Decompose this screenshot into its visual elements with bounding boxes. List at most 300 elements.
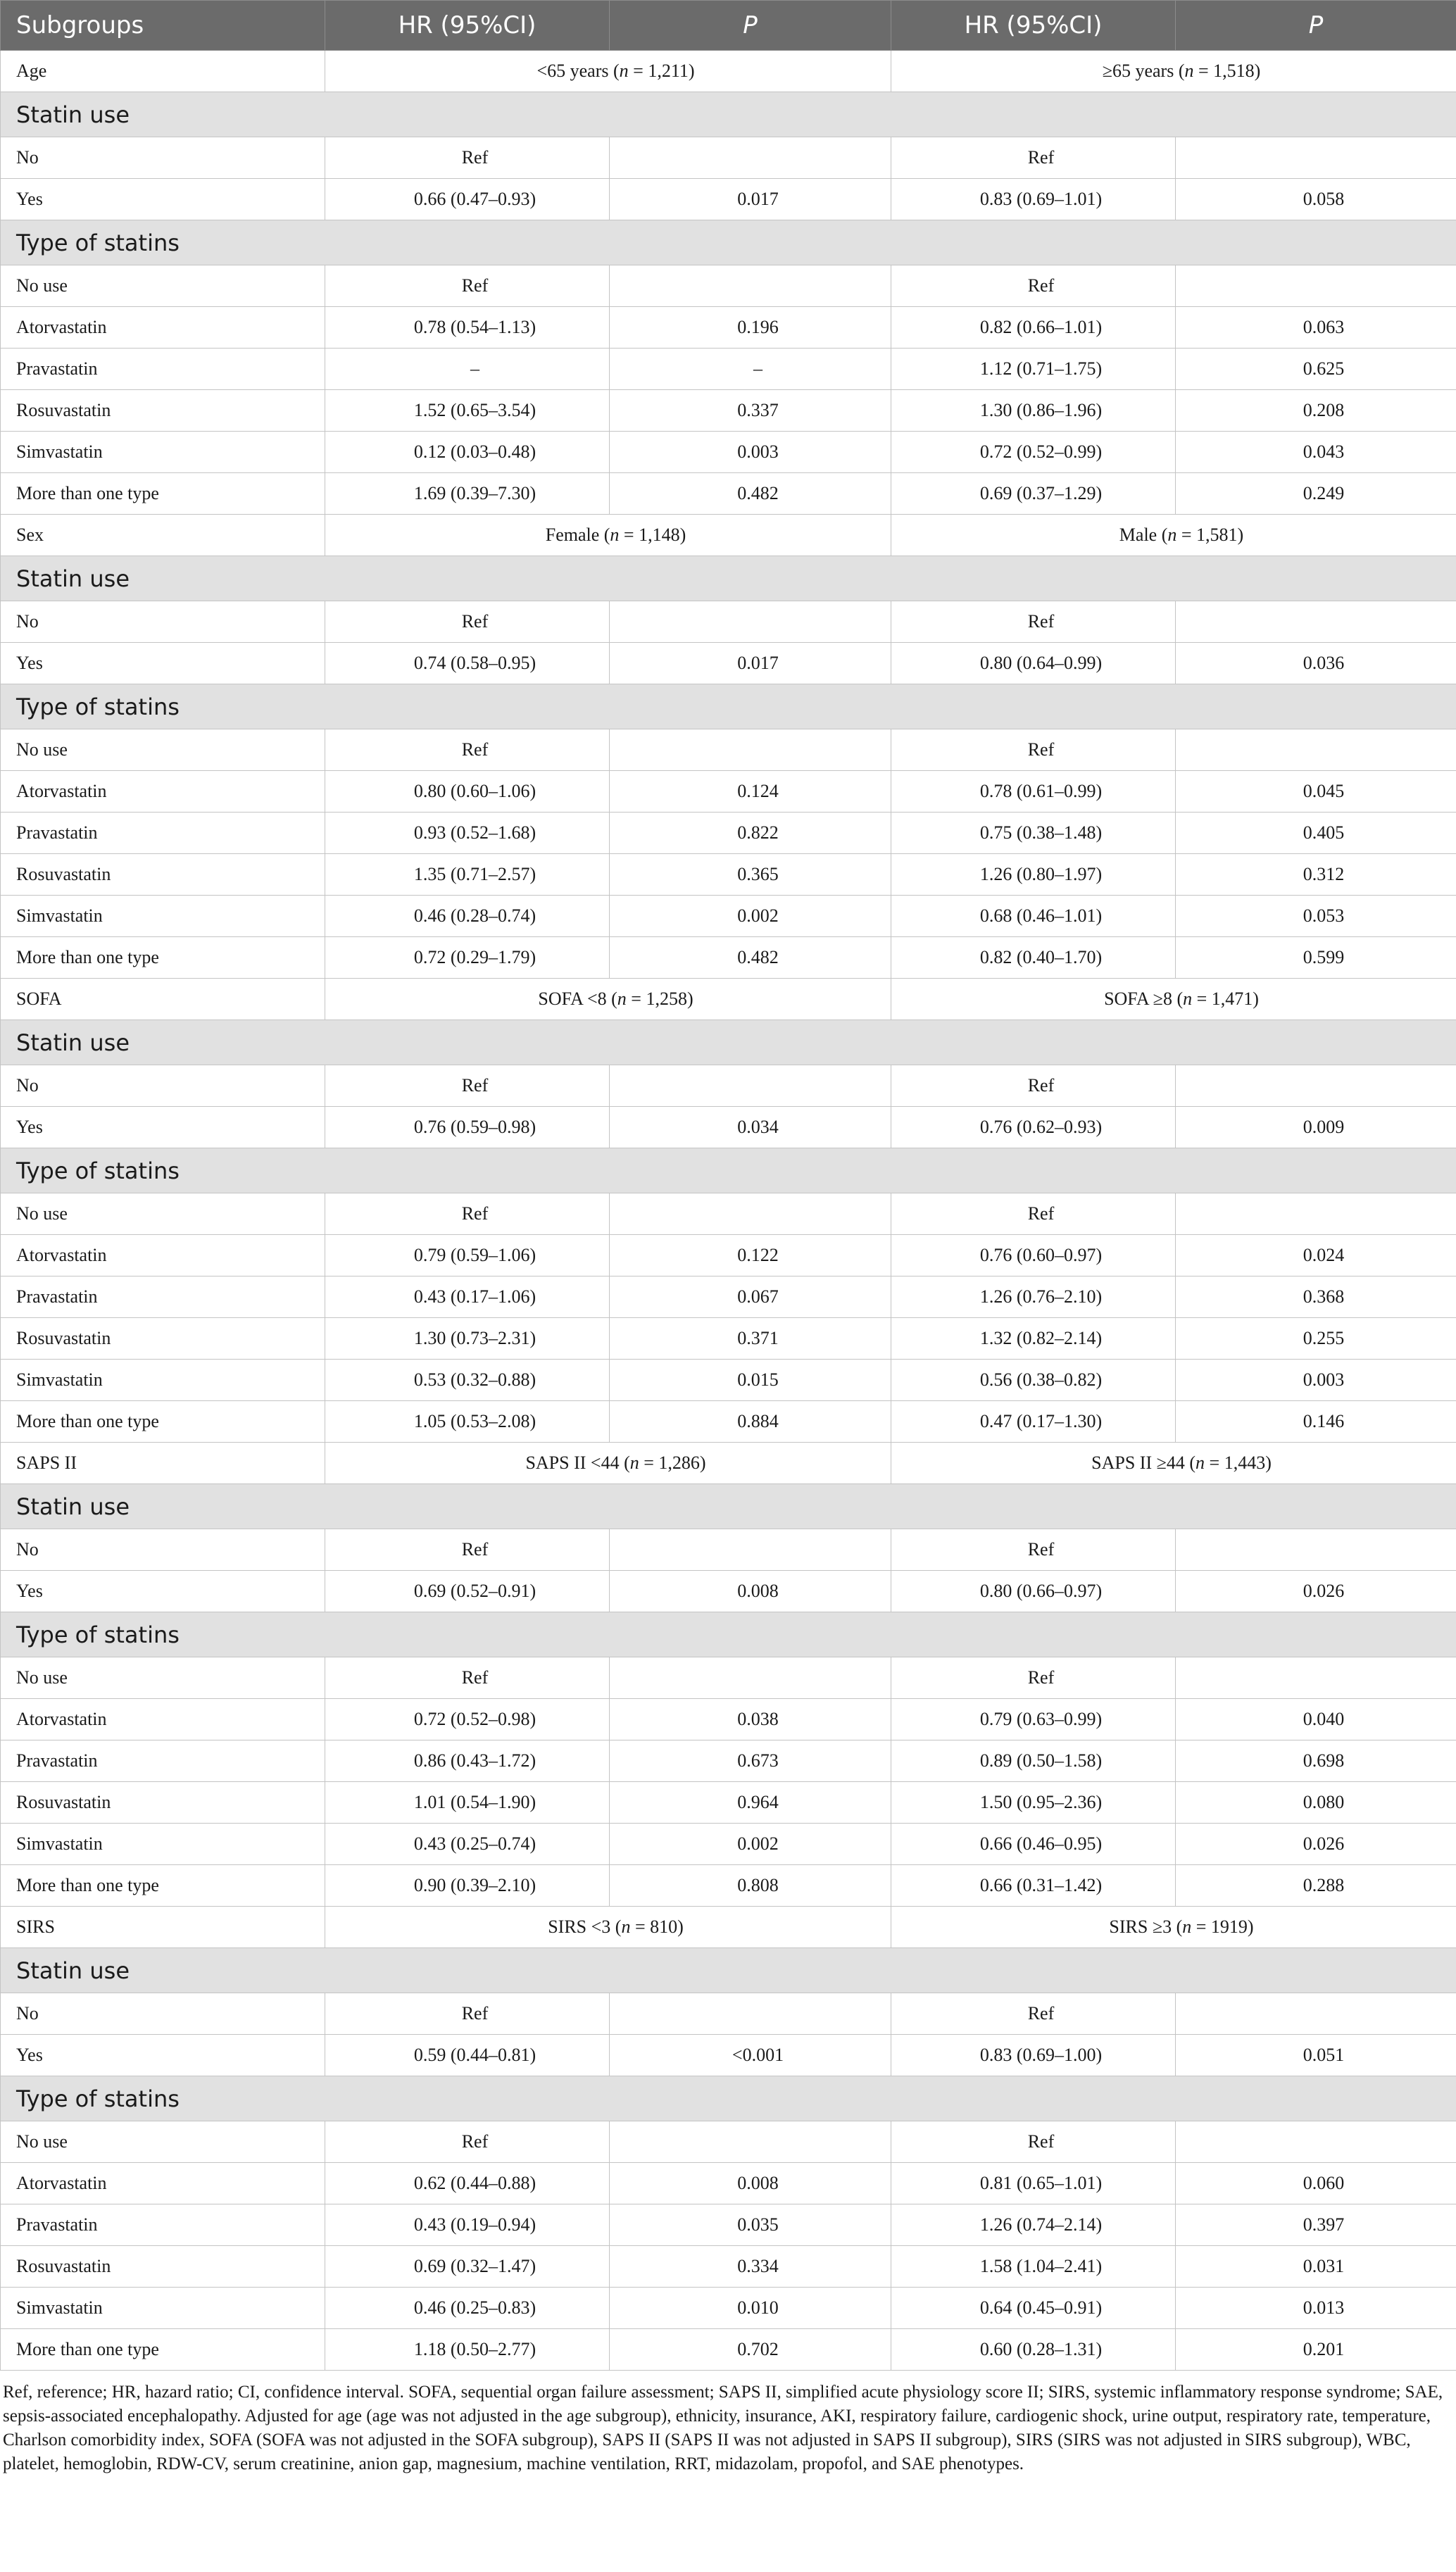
- hr-right: 0.76 (0.62–0.93): [891, 1107, 1176, 1148]
- table-row: [1, 390, 1456, 432]
- section-type-of-statins: [1, 1612, 1456, 1657]
- p-right: 0.625: [1176, 349, 1456, 390]
- p-right: 0.053: [1176, 896, 1456, 937]
- p-left: [610, 1193, 891, 1235]
- p-left: 0.964: [610, 1782, 891, 1824]
- p-right: 0.698: [1176, 1740, 1456, 1782]
- hr-left: 0.43 (0.17–1.06): [325, 1276, 610, 1318]
- hr-right: Ref: [891, 1065, 1176, 1107]
- hr-right: 0.80 (0.66–0.97): [891, 1571, 1176, 1612]
- section-type-of-statins-label: Type of statins: [1, 220, 1456, 265]
- p-right: [1176, 1657, 1456, 1699]
- row-label: No: [1, 1993, 325, 2035]
- section-type-of-statins-label: Type of statins: [1, 1148, 1456, 1193]
- p-left: 0.196: [610, 307, 891, 349]
- p-right: 0.060: [1176, 2163, 1456, 2204]
- hr-left: 0.46 (0.28–0.74): [325, 896, 610, 937]
- p-right: [1176, 1529, 1456, 1571]
- table-row: [1, 1065, 1456, 1107]
- stratum-n: n: [619, 61, 629, 81]
- table-row: [1, 1824, 1456, 1865]
- row-label: More than one type: [1, 2329, 325, 2371]
- table-footnote: Ref, reference; HR, hazard ratio; CI, confidence interval. SOFA, sequential organ failure assessment; SAPS II, simplified acute physiology score II; SIRS, systemic inflammatory response syndrome; SAE, sepsis-associated encephalopathy. Adjusted for age (age was not adjusted in the age subgroup), ethnicity, insurance, AKI, respiratory failure, cardiogenic shock, urine output, respiratory rate, temperature, Charlson comorbidity index, SOFA (SOFA was not adjusted in the SOFA subgroup), SAPS II (SAPS II was not adjusted in SAPS II subgroup), SIRS (SIRS was not adjusted in SIRS subgroup), WBC, platelet, hemoglobin, RDW-CV, serum creatinine, anion gap, magnesium, machine ventilation, RRT, midazolam, propofol, and SAE phenotypes.: [3, 2383, 1443, 2473]
- stratum-n: n: [629, 1453, 639, 1473]
- table-row: [1, 601, 1456, 643]
- stratum-n: n: [1195, 1453, 1205, 1473]
- subgroup-row: [1, 979, 1456, 1020]
- stratum-text: ≥65 years (: [1102, 61, 1185, 81]
- p-right: 0.255: [1176, 1318, 1456, 1360]
- section-type-of-statins: [1, 2076, 1456, 2121]
- hr-left: –: [325, 349, 610, 390]
- p-right: 0.013: [1176, 2288, 1456, 2329]
- hr-right: Ref: [891, 1993, 1176, 2035]
- table-row: [1, 473, 1456, 515]
- hr-right: 0.69 (0.37–1.29): [891, 473, 1176, 515]
- table-header-row: [1, 1, 1456, 51]
- p-left: 0.334: [610, 2246, 891, 2288]
- p-right: [1176, 1065, 1456, 1107]
- table-row: [1, 896, 1456, 937]
- hr-right: 0.66 (0.46–0.95): [891, 1824, 1176, 1865]
- p-right: 0.024: [1176, 1235, 1456, 1276]
- table-row: [1, 643, 1456, 684]
- p-left: 0.038: [610, 1699, 891, 1740]
- p-left: 0.122: [610, 1235, 891, 1276]
- stratum-n: n: [617, 989, 627, 1009]
- table-row: [1, 2204, 1456, 2246]
- hr-right: 1.26 (0.80–1.97): [891, 854, 1176, 896]
- row-label: No: [1, 1065, 325, 1107]
- hr-left: Ref: [325, 1657, 610, 1699]
- table-row: [1, 1699, 1456, 1740]
- row-label: No use: [1, 265, 325, 307]
- hr-left: Ref: [325, 137, 610, 179]
- row-label: No: [1, 1529, 325, 1571]
- subgroup-right-stratum: [891, 1907, 1456, 1948]
- table-row: [1, 2035, 1456, 2076]
- section-statin-use-label: Statin use: [1, 92, 1456, 137]
- p-left: <0.001: [610, 2035, 891, 2076]
- subgroup-name: SAPS II: [1, 1443, 325, 1484]
- table-row: [1, 854, 1456, 896]
- p-left: 0.008: [610, 1571, 891, 1612]
- table-row: [1, 1235, 1456, 1276]
- hr-left: 1.35 (0.71–2.57): [325, 854, 610, 896]
- table-row: [1, 1318, 1456, 1360]
- stratum-n: n: [1183, 989, 1193, 1009]
- hr-left: Ref: [325, 601, 610, 643]
- row-label: More than one type: [1, 937, 325, 979]
- table-row: [1, 1993, 1456, 2035]
- row-label: Pravastatin: [1, 349, 325, 390]
- table-row: [1, 1401, 1456, 1443]
- subgroup-left-stratum: [325, 979, 891, 1020]
- p-right: 0.043: [1176, 432, 1456, 473]
- row-label: No use: [1, 1657, 325, 1699]
- hr-right: Ref: [891, 729, 1176, 771]
- hr-left: 1.05 (0.53–2.08): [325, 1401, 610, 1443]
- stratum-text: Female (: [545, 525, 610, 545]
- stratum-text: SIRS <3 (: [548, 1917, 622, 1937]
- p-right: 0.063: [1176, 307, 1456, 349]
- p-left: 0.822: [610, 813, 891, 854]
- header-hr-left: HR (95%CI): [325, 1, 610, 51]
- hr-right: 1.26 (0.76–2.10): [891, 1276, 1176, 1318]
- row-label: Pravastatin: [1, 1276, 325, 1318]
- section-statin-use-label: Statin use: [1, 1020, 1456, 1065]
- hr-right: 0.76 (0.60–0.97): [891, 1235, 1176, 1276]
- row-label: No: [1, 601, 325, 643]
- row-label: Rosuvastatin: [1, 2246, 325, 2288]
- hr-left: Ref: [325, 1193, 610, 1235]
- subgroup-left-stratum: [325, 515, 891, 556]
- hr-right: Ref: [891, 137, 1176, 179]
- p-right: [1176, 265, 1456, 307]
- section-statin-use: [1, 1948, 1456, 1993]
- stratum-text: SIRS ≥3 (: [1109, 1917, 1183, 1937]
- row-label: Rosuvastatin: [1, 1782, 325, 1824]
- hr-right: 1.30 (0.86–1.96): [891, 390, 1176, 432]
- hr-left: 0.79 (0.59–1.06): [325, 1235, 610, 1276]
- hr-right: 1.12 (0.71–1.75): [891, 349, 1176, 390]
- p-left: 0.337: [610, 390, 891, 432]
- row-label: Simvastatin: [1, 2288, 325, 2329]
- subgroup-right-stratum: [891, 979, 1456, 1020]
- p-left: [610, 1529, 891, 1571]
- hr-right: 0.60 (0.28–1.31): [891, 2329, 1176, 2371]
- p-right: 0.249: [1176, 473, 1456, 515]
- p-left: 0.702: [610, 2329, 891, 2371]
- hr-right: 0.75 (0.38–1.48): [891, 813, 1176, 854]
- hr-left: Ref: [325, 1065, 610, 1107]
- subgroup-row: [1, 51, 1456, 92]
- hr-left: 1.30 (0.73–2.31): [325, 1318, 610, 1360]
- hr-left: 1.69 (0.39–7.30): [325, 473, 610, 515]
- p-left: 0.010: [610, 2288, 891, 2329]
- table-row: [1, 813, 1456, 854]
- row-label: Atorvastatin: [1, 771, 325, 813]
- section-type-of-statins-label: Type of statins: [1, 2076, 1456, 2121]
- row-label: Simvastatin: [1, 1360, 325, 1401]
- hr-left: 0.72 (0.52–0.98): [325, 1699, 610, 1740]
- hr-right: 1.26 (0.74–2.14): [891, 2204, 1176, 2246]
- section-type-of-statins-label: Type of statins: [1, 684, 1456, 729]
- p-left: 0.482: [610, 937, 891, 979]
- p-right: [1176, 2121, 1456, 2163]
- section-statin-use: [1, 556, 1456, 601]
- hr-left: 0.12 (0.03–0.48): [325, 432, 610, 473]
- subgroup-right-stratum: [891, 51, 1456, 92]
- hr-right: 0.79 (0.63–0.99): [891, 1699, 1176, 1740]
- p-right: 0.288: [1176, 1865, 1456, 1907]
- row-label: More than one type: [1, 1401, 325, 1443]
- p-left: [610, 1065, 891, 1107]
- stratum-text: SAPS II ≥44 (: [1091, 1453, 1196, 1473]
- hr-right: 0.68 (0.46–1.01): [891, 896, 1176, 937]
- hr-left: 0.43 (0.25–0.74): [325, 1824, 610, 1865]
- table-row: [1, 1657, 1456, 1699]
- p-left: 0.002: [610, 1824, 891, 1865]
- p-right: 0.026: [1176, 1824, 1456, 1865]
- hr-right: Ref: [891, 265, 1176, 307]
- hr-left: 1.18 (0.50–2.77): [325, 2329, 610, 2371]
- header-subgroups: Subgroups: [1, 1, 325, 51]
- table-row: [1, 307, 1456, 349]
- hr-left: Ref: [325, 1993, 610, 2035]
- subgroup-name: Age: [1, 51, 325, 92]
- row-label: Atorvastatin: [1, 1235, 325, 1276]
- table-row: [1, 137, 1456, 179]
- row-label: Yes: [1, 179, 325, 220]
- hr-left: 0.80 (0.60–1.06): [325, 771, 610, 813]
- row-label: Yes: [1, 1107, 325, 1148]
- subgroup-left-stratum: [325, 51, 891, 92]
- p-right: 0.312: [1176, 854, 1456, 896]
- table-row: [1, 1571, 1456, 1612]
- table-row: [1, 2121, 1456, 2163]
- p-left: –: [610, 349, 891, 390]
- hr-right: 1.50 (0.95–2.36): [891, 1782, 1176, 1824]
- table-row: [1, 1193, 1456, 1235]
- p-right: 0.201: [1176, 2329, 1456, 2371]
- hr-right: Ref: [891, 1529, 1176, 1571]
- hr-left: 0.74 (0.58–0.95): [325, 643, 610, 684]
- p-right: 0.003: [1176, 1360, 1456, 1401]
- table-row: [1, 1360, 1456, 1401]
- subgroup-name: SIRS: [1, 1907, 325, 1948]
- p-left: [610, 729, 891, 771]
- hr-right: 0.56 (0.38–0.82): [891, 1360, 1176, 1401]
- table-row: [1, 2246, 1456, 2288]
- table-row: [1, 432, 1456, 473]
- p-left: 0.034: [610, 1107, 891, 1148]
- p-left: [610, 2121, 891, 2163]
- p-left: [610, 137, 891, 179]
- row-label: More than one type: [1, 1865, 325, 1907]
- hr-left: 0.90 (0.39–2.10): [325, 1865, 610, 1907]
- subgroup-name: SOFA: [1, 979, 325, 1020]
- row-label: No use: [1, 2121, 325, 2163]
- hr-right: 0.66 (0.31–1.42): [891, 1865, 1176, 1907]
- subgroup-row: [1, 1907, 1456, 1948]
- section-type-of-statins: [1, 220, 1456, 265]
- row-label: No: [1, 137, 325, 179]
- hr-left: 0.43 (0.19–0.94): [325, 2204, 610, 2246]
- hr-left: 1.01 (0.54–1.90): [325, 1782, 610, 1824]
- row-label: Pravastatin: [1, 813, 325, 854]
- hr-left: 0.93 (0.52–1.68): [325, 813, 610, 854]
- row-label: No use: [1, 1193, 325, 1235]
- table-row: [1, 265, 1456, 307]
- header-hr-right: HR (95%CI): [891, 1, 1176, 51]
- hr-left: 0.46 (0.25–0.83): [325, 2288, 610, 2329]
- section-statin-use: [1, 1484, 1456, 1529]
- stratum-text: Male (: [1119, 525, 1168, 545]
- hr-right: 1.32 (0.82–2.14): [891, 1318, 1176, 1360]
- stratum-count: = 1,471): [1192, 989, 1259, 1009]
- stratum-count: = 1,518): [1193, 61, 1261, 81]
- p-right: 0.397: [1176, 2204, 1456, 2246]
- table-row: [1, 349, 1456, 390]
- section-statin-use: [1, 1020, 1456, 1065]
- row-label: Rosuvastatin: [1, 854, 325, 896]
- header-p-left: P: [610, 1, 891, 51]
- row-label: Yes: [1, 2035, 325, 2076]
- p-left: 0.008: [610, 2163, 891, 2204]
- table-row: [1, 1782, 1456, 1824]
- p-right: [1176, 601, 1456, 643]
- p-right: 0.031: [1176, 2246, 1456, 2288]
- stratum-count: = 1,286): [639, 1453, 706, 1473]
- p-left: 0.015: [610, 1360, 891, 1401]
- table-row: [1, 2288, 1456, 2329]
- table-row: [1, 729, 1456, 771]
- table-row: [1, 1107, 1456, 1148]
- table-row: [1, 937, 1456, 979]
- stratum-count: = 1,148): [619, 525, 686, 545]
- row-label: Atorvastatin: [1, 1699, 325, 1740]
- p-left: [610, 1657, 891, 1699]
- hr-right: 0.72 (0.52–0.99): [891, 432, 1176, 473]
- section-type-of-statins: [1, 684, 1456, 729]
- hr-left: 0.76 (0.59–0.98): [325, 1107, 610, 1148]
- p-right: 0.368: [1176, 1276, 1456, 1318]
- p-right: 0.208: [1176, 390, 1456, 432]
- hr-right: Ref: [891, 1657, 1176, 1699]
- p-left: 0.002: [610, 896, 891, 937]
- hr-left: 1.52 (0.65–3.54): [325, 390, 610, 432]
- subgroup-left-stratum: [325, 1443, 891, 1484]
- p-right: [1176, 1993, 1456, 2035]
- hr-left: 0.53 (0.32–0.88): [325, 1360, 610, 1401]
- row-label: More than one type: [1, 473, 325, 515]
- hr-left: 0.78 (0.54–1.13): [325, 307, 610, 349]
- p-left: [610, 601, 891, 643]
- p-right: 0.009: [1176, 1107, 1456, 1148]
- p-right: 0.026: [1176, 1571, 1456, 1612]
- hr-right: 0.89 (0.50–1.58): [891, 1740, 1176, 1782]
- hr-left: Ref: [325, 2121, 610, 2163]
- row-label: Atorvastatin: [1, 307, 325, 349]
- table-row: [1, 2163, 1456, 2204]
- hr-left: Ref: [325, 729, 610, 771]
- row-label: Rosuvastatin: [1, 390, 325, 432]
- hr-left: 0.62 (0.44–0.88): [325, 2163, 610, 2204]
- row-label: Simvastatin: [1, 1824, 325, 1865]
- row-label: Pravastatin: [1, 1740, 325, 1782]
- hr-left: 0.69 (0.32–1.47): [325, 2246, 610, 2288]
- subgroup-right-stratum: [891, 515, 1456, 556]
- stratum-text: SOFA <8 (: [538, 989, 617, 1009]
- p-left: 0.017: [610, 179, 891, 220]
- row-label: Yes: [1, 643, 325, 684]
- hr-right: 1.58 (1.04–2.41): [891, 2246, 1176, 2288]
- p-right: 0.599: [1176, 937, 1456, 979]
- p-right: 0.040: [1176, 1699, 1456, 1740]
- row-label: Yes: [1, 1571, 325, 1612]
- section-statin-use-label: Statin use: [1, 1948, 1456, 1993]
- stratum-n: n: [1184, 61, 1194, 81]
- stratum-text: <65 years (: [536, 61, 620, 81]
- hr-right: 0.83 (0.69–1.00): [891, 2035, 1176, 2076]
- hr-right: Ref: [891, 601, 1176, 643]
- table-row: [1, 2329, 1456, 2371]
- row-label: Atorvastatin: [1, 2163, 325, 2204]
- table-row: [1, 1529, 1456, 1571]
- table-row: [1, 1740, 1456, 1782]
- p-left: 0.884: [610, 1401, 891, 1443]
- stratum-text: SAPS II <44 (: [525, 1453, 630, 1473]
- hr-right: 0.82 (0.66–1.01): [891, 307, 1176, 349]
- subgroup-row: [1, 515, 1456, 556]
- row-label: Simvastatin: [1, 896, 325, 937]
- p-right: 0.405: [1176, 813, 1456, 854]
- stratum-count: = 1919): [1191, 1917, 1254, 1937]
- hr-left: 0.66 (0.47–0.93): [325, 179, 610, 220]
- p-right: 0.058: [1176, 179, 1456, 220]
- hr-right: Ref: [891, 1193, 1176, 1235]
- stratum-count: = 810): [630, 1917, 684, 1937]
- p-left: 0.035: [610, 2204, 891, 2246]
- subgroup-name: Sex: [1, 515, 325, 556]
- stratum-n: n: [621, 1917, 631, 1937]
- stratum-count: = 1,258): [626, 989, 694, 1009]
- table-row: [1, 1276, 1456, 1318]
- p-left: 0.673: [610, 1740, 891, 1782]
- stratum-n: n: [1182, 1917, 1192, 1937]
- hr-right: 0.78 (0.61–0.99): [891, 771, 1176, 813]
- row-label: Pravastatin: [1, 2204, 325, 2246]
- header-p-right: P: [1176, 1, 1456, 51]
- p-right: [1176, 1193, 1456, 1235]
- hr-right: Ref: [891, 2121, 1176, 2163]
- section-type-of-statins-label: Type of statins: [1, 1612, 1456, 1657]
- p-left: 0.124: [610, 771, 891, 813]
- row-label: Simvastatin: [1, 432, 325, 473]
- hr-left: Ref: [325, 265, 610, 307]
- table-row: [1, 1865, 1456, 1907]
- stratum-count: = 1,581): [1176, 525, 1244, 545]
- stratum-n: n: [1167, 525, 1177, 545]
- p-right: 0.146: [1176, 1401, 1456, 1443]
- p-left: [610, 265, 891, 307]
- hr-right: 0.80 (0.64–0.99): [891, 643, 1176, 684]
- stratum-n: n: [610, 525, 620, 545]
- section-statin-use-label: Statin use: [1, 1484, 1456, 1529]
- hr-right: 0.81 (0.65–1.01): [891, 2163, 1176, 2204]
- p-left: 0.365: [610, 854, 891, 896]
- p-right: 0.080: [1176, 1782, 1456, 1824]
- section-type-of-statins: [1, 1148, 1456, 1193]
- p-right: 0.045: [1176, 771, 1456, 813]
- p-right: 0.036: [1176, 643, 1456, 684]
- hr-left: 0.72 (0.29–1.79): [325, 937, 610, 979]
- hr-left: Ref: [325, 1529, 610, 1571]
- hr-left: 0.59 (0.44–0.81): [325, 2035, 610, 2076]
- p-left: 0.808: [610, 1865, 891, 1907]
- hr-right: 0.83 (0.69–1.01): [891, 179, 1176, 220]
- hr-right: 0.47 (0.17–1.30): [891, 1401, 1176, 1443]
- stratum-count: = 1,443): [1205, 1453, 1272, 1473]
- p-left: 0.017: [610, 643, 891, 684]
- row-label: Rosuvastatin: [1, 1318, 325, 1360]
- p-right: [1176, 137, 1456, 179]
- p-left: 0.067: [610, 1276, 891, 1318]
- p-left: 0.482: [610, 473, 891, 515]
- p-right: 0.051: [1176, 2035, 1456, 2076]
- hr-left: 0.69 (0.52–0.91): [325, 1571, 610, 1612]
